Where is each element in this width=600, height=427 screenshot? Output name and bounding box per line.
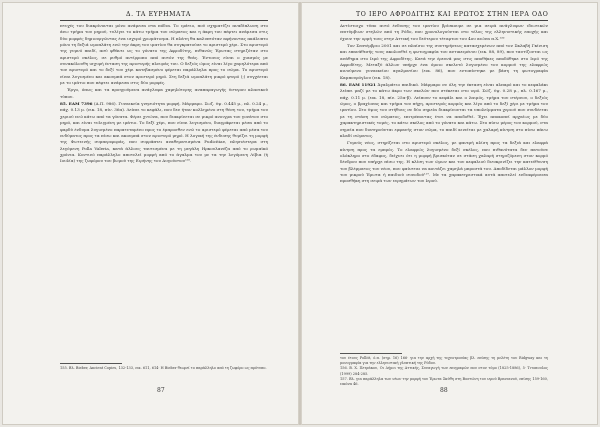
right-footnotes (340, 356, 548, 387)
right-closing-paragraph: Γυμνός νέος, στηρίζεται στο αριστερό σκέλος, με φανερή κλίση προς τα δεξιά και ελαφρά κίνηση προς τα εμπρός. Το ελαφρώς λυγισμένο δεξί σκέλος, που πιθανότατα δεν πατούσε ολόκληρο στο έδαφος, δείχνει ότι η μορφή βρισκόταν σε στάση χαλαρή στηριζόμενη στον κορμό δένδρου που υπήρχε πίσω της. Η κλίση των ώμων και του κεφαλιού διευκρινίζει την κατεύθυνση του βλέμματος του νέου, που φαίνεται να κοιτάζει χαμηλά μπροστά του. Αποδίδεται μάλλον μορφή του μικρού Έρωτα ή παιδιού συνοδού¹⁵⁷. Με τα χαρακτηριστικά αυτά αποτελεί ενδιαφέρουσα προσθήκη στη σειρά των ευρημάτων του Ιερού. (340, 140, 548, 184)
right-entry-text: Άγαλμάτιο παιδικό. Μάρμαρο σε όλη την έκταση είναι αλπαρό και το κεφαλάκι λείπει μαζί με το κάτω άκρο των σκελών που στέκεται στο ιερό. Σώζ. ύψ. 0.28 μ., πλ. 0.167 μ., πάχ. 0.11 μ. (εικ. 18, πίν. 25α-β). Λείπουν το κεφάλι και ο λαιμός, τμήμα του στέρνου, ο δεξιός ώμος, ο βραχίονας και τμήμα του πήχη, αριστερός κορμός και λίγο από το δεξί χέρι με τμήμα του ιματίου. Στο ύψος του στήθους σε δύο σημεία διακρίνονται τα υπολείμματα χεριού που συνδέεται με τη στάση του σώματος, επιτρέποντας έτσι να αποδοθεί. Έχει αποκοπεί αρχαίως με δύο χαρακτηριστικές τομές, το κάτω σκέλος από το γόνατο και κάτω. Στο πίσω μέρος του κορμού, στα σημεία που διατηρούνται εμφανής στον σώμα, το παιδί κινείται με χαλαρή κίνηση στο πίσω πάνω κλαδί σώματος. (340, 82, 548, 138)
left-header-rule (60, 20, 268, 21)
left-page (2, 2, 300, 425)
right-footnote-3: 157. Βλ. για παράλληλα των νέων την μορφή του Έρωτα Σκύθη στη Βοστώνη του ιερού Βρανιανού, επίσης 159-160, εικόνα 46. (340, 376, 548, 387)
right-page-number: 88 (440, 387, 448, 394)
left-footnotes (60, 366, 268, 371)
left-paragraph-2: Έργο, όπως και τα προηγούμενα ανάγλυφα χαμηλότερης αναπαραγωγής ύστερου κλασικού τύπου. (60, 87, 268, 99)
left-entry-text: (Α.Π. 986). Γυναικεία γνησιότητα μορφή. Μάρμαρο. Σωζ. ύψ. 0.445 μ., πλ. 0.24 μ., πάχ. 0.13 μ. (εικ. 18, πίν. 36α). Λείπει το κεφάλι, που δεν ήταν κολλημένο στη θέση του, τμήμα του χεριού ενώ κάτω από τα γόνατα. Φέρει χιτώνα, που διακρίνεται σε μικρό ανοιγμα του γονάτου στο μηρό, και είναι τυλιγμένη με ιμάτιο. Το δεξί χέρι, που είναι λυγισμένο, διαγράφεται μέσα από το φαρδύ ένδυμα λυγισμένο παρατεταμένο προς το έμπροσθεν ενώ το αριστερό φέρεται από μέσα του ενδύματος προς τα πίσω και ακουμπά στον αριστερό μηρό. Η λογική της ένδυσης θυμίζει τη μορφή της Φωτεινής συμπεριφοράς, που συρράπτει αναθεματισμένα Pudicitiae, πλησιέστερα στη λεγόμενη Polla Valeria, κατά άλλους ταυτισμένα με τη μεγάλη Ηρκουλανέζα από το ρωμαϊκό χρόνια. Κοντινό παράλληλο αποτελεί μορφή από το άγαλμα του με τα την λεγόμενη Λίβια (ή Ιουλία) της ζωφόρου του βωμού της Ειρήνης του Αυγούστου¹⁵⁵. (60, 101, 268, 164)
right-entry-ref: 86. ΕΑΜ 11921 (340, 82, 376, 88)
right-footnote-rule (340, 353, 402, 354)
right-header-rule (340, 20, 548, 21)
left-footnote: 155. Βλ. Bieber, Ancient Copies, 132-133, εικ. 611, 614· Η Bieber θεωρεί το παράλληλο από τη ζωφόρο ως πρότυπο. (60, 366, 267, 370)
right-paragraph-2: Τον Σεπτέμβριο 2001 και σε πλαίσιο της συντηρήσεως κατασχεμένων από τον Σκλαβή Γκίνιση και επανάθεσής τους ακολουθεί η φωτογραφία του αντικειμένου (εικ. 88, 89), που ταυτίζονται ως ανάθημα στο Ιερό της Αφροδίτης. Κατά την έρευνά μας στις αποθήκες αποδόθηκε στο Ιερό της Αφροδίτης. Μεταξύ άλλων υπήρχε ένα όμοιο σκελετό λυγισμένο του κορμού της ελαφρώς κινούμενο γυναικείου αγαλματίου (εικ. 86), που εντοπίστηκε με βάση τη φωτογραφία Καμπουρόγλου (εικ. 18). (340, 43, 548, 80)
left-page-number: 87 (157, 387, 165, 394)
left-paragraph-1: πτυχές του διακρίνονται μόνο ανάμεσα στα πόδια. Το ιμάτιο, ποϋ σχηματίζει αναδίπλωση στο άνω τμήμα του μηρού, τυλίγει το κάτω τμήμα του σώματος και η άκρη του πέφτει ανάμεσα στις δύο μορφές δημιουργώντας ένα ισχυρό χρωμάτισμα. Η πλάτη θα καλυπτόταν αφήνοντας ακάλυπτο μόνο τη δεξιά ωμοπλάτη ενώ την άκρη του ιματίου θα συγκρατούσε το αριστερό χέρι. Στο αριστερό της γυμνό παιδί, ασύ φθάνει ως το γόνατο της Αφροδίτης, πιθανώς Έρωτας στηριζόταν στο αριστερό σκέλος, σε ρυθμό αντίρροπο από αυτόν της θεάς. Έντονος είναι ο χιασμός με συνακόλουθη ισχυρή ένταση της αριστερής πλευράς του. Ο δεξιός ώμος είναι λίγο χαμηλότερα από τον αριστερό και το δεξί του χέρι κατεβασμένο φέρεται παράλληλα προς το σώμα. Το αριστερό είναι λυγισμένο και ακουμπά στον αριστερό μηρό. Στη δεξιά ωμοπλάτη μικρό φτερό (;) συγχέεται με το ιμάτιο που πέφτει ανάμεσα στις δύο μορφές. (60, 23, 268, 86)
left-footnote-rule (60, 363, 122, 364)
left-running-header: Δ. ΤΑ ΕΥΡΗΜΑΤΑ (126, 11, 191, 18)
right-running-header: ΤΟ ΙΕΡΟ ΑΦΡΟΔΙΤΗΣ ΚΑΙ ΕΡΩΤΟΣ ΣΤΗΝ ΙΕΡΑ ΟΔΟ (356, 11, 549, 18)
right-body-text (340, 23, 548, 185)
left-entry-ref: 85. ΕΑΜ 7396 (60, 101, 93, 107)
right-page (300, 2, 598, 425)
right-footnote-1: του έτους Pollitt, ό.π. (σημ. 16) 166· για την αρχή της τεχνοτροπίας βλ. επίσης τη μελέτη του Ridgway και τη μονογραφία για την ελληνιστική γλυπτική της Ρόδου. (340, 356, 548, 366)
left-catalogue-entry (60, 101, 268, 164)
right-catalogue-entry (340, 82, 548, 139)
left-body-text (60, 23, 268, 165)
right-paragraph-1: Αντίστοιχο τύπο αυτό ένδυσης του ιματίου βρίσκουμε σε μια σειρά ανάγλυφων ιδιωτικών επιτύμβιων στηλών από τη Ρόδο, που χρονολογούνται στο τέλος της ελληνιστικής εποχής και έχουν την ορμή τους στην Αττική του δεύτερου τέταρτου του 4ου αιώνα π.Χ.¹⁵⁶ (340, 23, 548, 41)
book-spread (2, 2, 598, 425)
right-footnote-2: 156. Β. Χ. Πετράκου, Οι Δήμοι της Αττικής, Συναγωγή των επιγραφών που στον τόμο (1825-1886), 5· Τιτοπουλος (1999) 284-285. (340, 366, 548, 376)
